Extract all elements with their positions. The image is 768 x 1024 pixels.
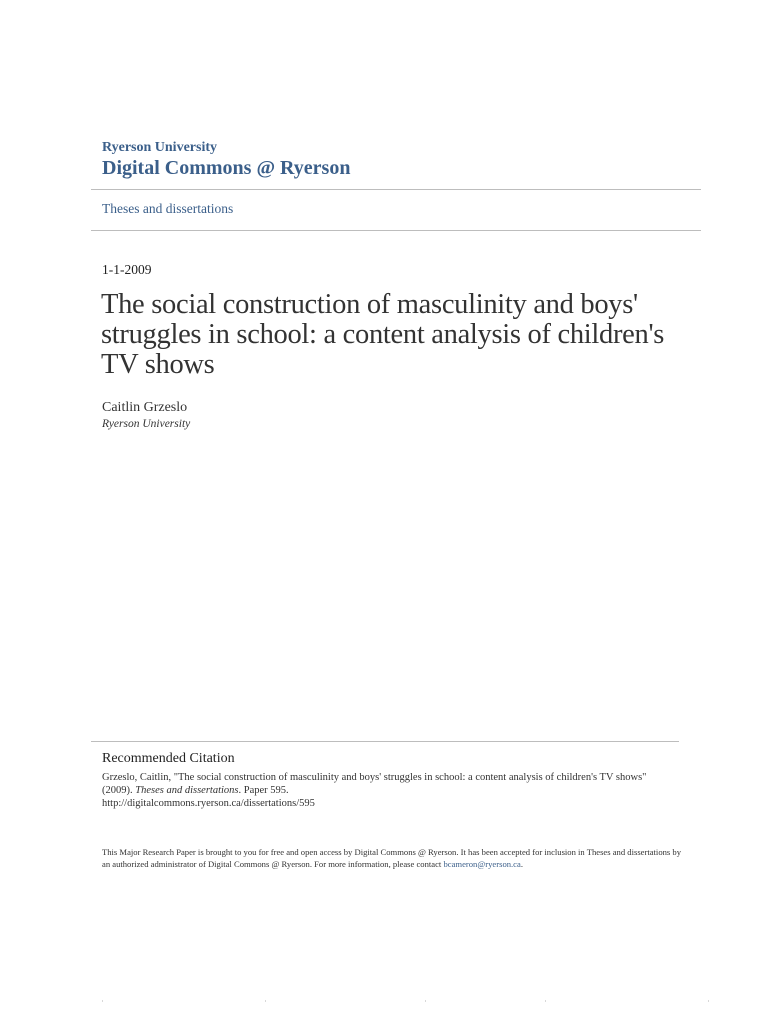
scan-mark	[102, 1000, 103, 1002]
scan-mark	[545, 1000, 546, 1002]
scan-mark	[708, 1000, 709, 1002]
repository-header	[102, 140, 702, 179]
access-notice	[102, 846, 682, 870]
citation-divider	[91, 741, 679, 742]
citation-line: Grzeslo, Caitlin, "The social construction of masculinity and boys' struggles in school: a content analysis of children's TV shows"	[102, 772, 647, 783]
citation-year: (2009).	[102, 785, 136, 796]
collection-divider	[91, 230, 701, 231]
header-divider	[91, 189, 701, 190]
citation-url: http://digitalcommons.ryerson.ca/dissertations/595	[102, 798, 315, 809]
repository-link[interactable]: Digital Commons @ Ryerson	[102, 157, 351, 179]
institution-link[interactable]: Ryerson University	[102, 140, 217, 155]
access-notice-end: .	[520, 859, 523, 869]
author-affiliation: Ryerson University	[102, 418, 191, 430]
document-title: The social construction of masculinity and boys' struggles in school: a content analysis of children's TV shows	[101, 289, 665, 380]
publication-date: 1-1-2009	[102, 262, 152, 277]
citation-text	[102, 771, 682, 810]
collection-link[interactable]: Theses and dissertations	[102, 201, 234, 216]
scan-mark	[425, 1000, 426, 1002]
citation-series: Theses and dissertations	[135, 785, 239, 796]
scan-mark	[265, 1000, 266, 1002]
author-name: Caitlin Grzeslo	[102, 400, 188, 415]
access-notice-text: This Major Research Paper is brought to you for free and open access by Digital Commons @ Ryerson. It has been accepted for inclusion in Theses and dissertations by an authorized administrator of Digital Commons @ Ryerson. For more information, please contact	[102, 847, 681, 869]
citation-heading: Recommended Citation	[102, 751, 235, 766]
citation-paper: . Paper 595.	[238, 785, 289, 796]
contact-email-link[interactable]: bcameron@ryerson.ca	[443, 859, 521, 869]
